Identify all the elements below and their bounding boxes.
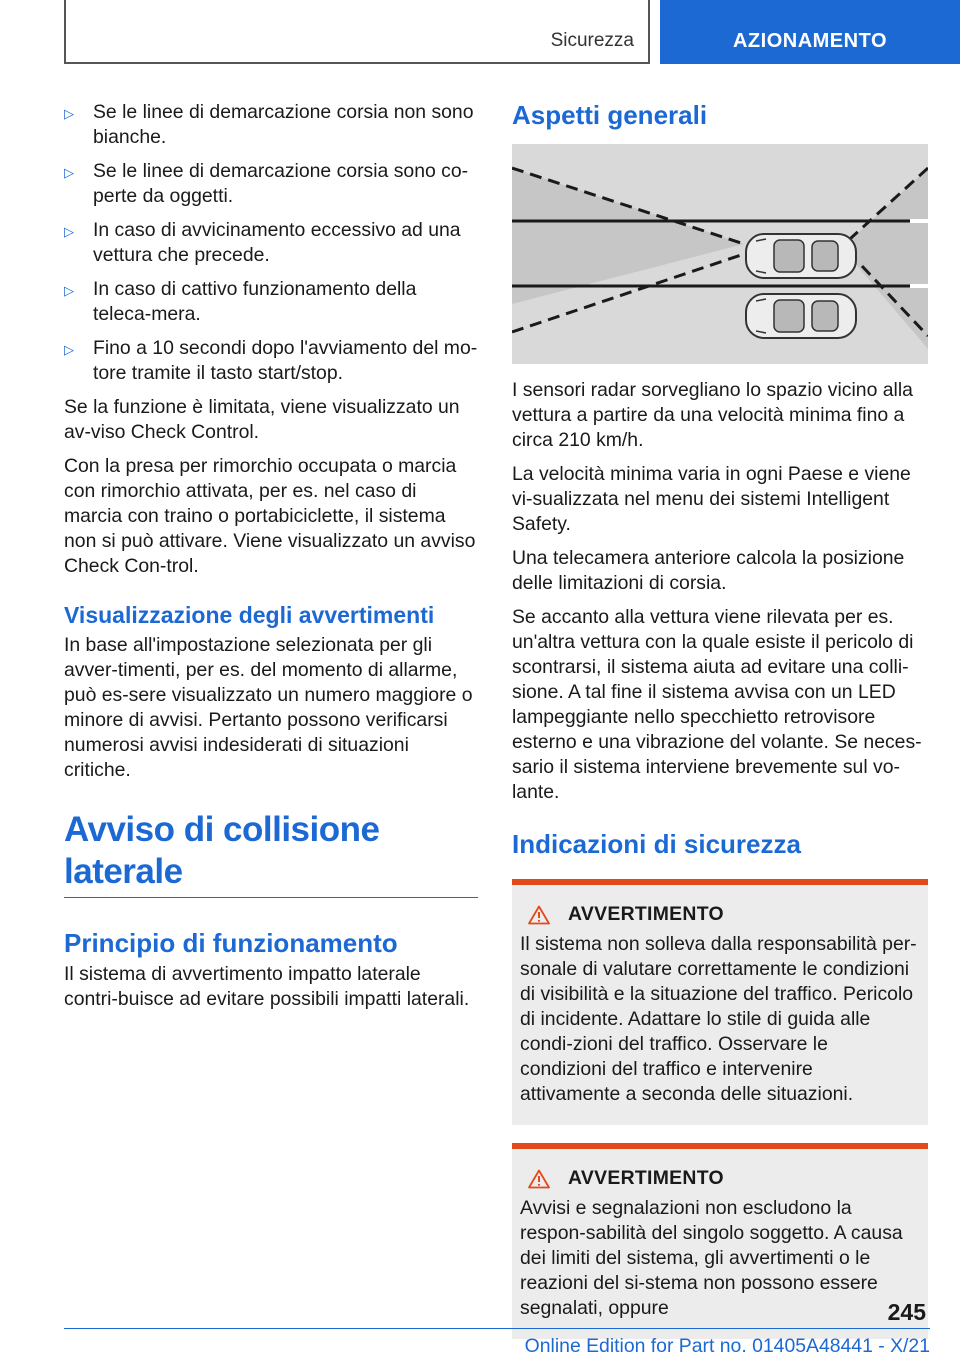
page-header: [0, 0, 960, 66]
body-paragraph: Il sistema di avvertimento impatto laterale contri-buisce ad evitare possibili impatti laterali.: [64, 963, 470, 1010]
header-chapter-title: AZIONAMENTO: [732, 30, 887, 52]
header-section-box: [64, 0, 650, 64]
triangle-bullet-icon: ▷: [64, 106, 74, 121]
footer-edition: Online Edition for Part no. 01405A48441 - X/21: [524, 1335, 930, 1357]
warning-triangle-icon: [528, 905, 550, 925]
triangle-bullet-icon: ▷: [64, 283, 74, 298]
triangle-bullet-icon: ▷: [64, 224, 74, 239]
list-item: ▷ Fino a 10 secondi dopo l'avviamento del mo-tore tramite il tasto start/stop.: [64, 337, 478, 384]
body-paragraph: I sensori radar sorvegliano lo spazio vicino alla vettura a partire da una velocità minima fino a circa 210 km/h.: [512, 379, 913, 451]
subheading-general: Aspetti generali: [512, 100, 708, 130]
list-item: ▷ Se le linee di demarcazione corsia non sono bianche.: [64, 101, 474, 148]
warning-header: [528, 903, 918, 926]
page-number: 245: [887, 1299, 926, 1325]
list-item: ▷ Se le linee di demarcazione corsia sono co-perte da oggetti.: [64, 160, 469, 207]
lane-detection-illustration: [512, 144, 928, 364]
limitation-list: [64, 100, 478, 386]
section-heading-block: [64, 809, 478, 898]
header-section-title: Sicurezza: [550, 30, 634, 51]
body-paragraph: Una telecamera anteriore calcola la posizione delle limitazioni di corsia.: [512, 547, 905, 594]
warning-title: AVVERTIMENTO: [568, 903, 724, 925]
section-heading: Avviso di collisione laterale: [64, 810, 380, 891]
body-paragraph: Se accanto alla vettura viene rilevata per es. un'altra vettura con la quale esiste il pericolo di scontrarsi, il sistema aiuta ad evitare una colli-sione. A tal fine il sistema avvisa con un LED lampeggiante nello specchietto retrovisore esterno e una vibrazione del volante. Se neces-sario il sistema interviene brevemente sul vo-lante.: [512, 606, 922, 803]
warning-text: Il sistema non solleva dalla responsabilità per-sonale di valutare correttamente le condizioni di visibilità e la situazione del traffico. Pericolo di incidente. Adattare lo stile di guida alle condi-zioni del traffico. Osservare le condizioni del traffico e intervenire attivamente a seconda delle situazioni.: [520, 933, 917, 1105]
right-column: [512, 100, 928, 1339]
subheading-warnings-display: Visualizzazione degli avvertimenti: [64, 602, 435, 628]
triangle-bullet-icon: ▷: [64, 342, 74, 357]
list-item: ▷ In caso di avvicinamento eccessivo ad una vettura che precede.: [64, 219, 461, 266]
list-item: ▷ In caso di cattivo funzionamento della teleca-mera.: [64, 278, 417, 325]
body-paragraph: Se la funzione è limitata, viene visualizzato un av-viso Check Control.: [64, 396, 460, 443]
warning-text: Avvisi e segnalazioni non escludono la respon-sabilità del singolo soggetto. A causa dei limiti del sistema, gli avvertimenti o le reazioni del si-stema non possono essere segnalati, oppure: [520, 1197, 903, 1319]
warning-triangle-icon: [528, 1169, 550, 1189]
warning-box: [512, 879, 928, 1125]
body-paragraph: In base all'impostazione selezionata per gli avver-timenti, per es. del momento di allarme, può es-sere visualizzato un numero maggiore o minore di avvisi. Pertanto possono verificarsi numerosi avvisi indesiderati di situazioni critiche.: [64, 634, 473, 781]
left-column: [64, 100, 478, 1021]
body-paragraph: La velocità minima varia in ogni Paese e viene vi-sualizzata nel menu dei sistemi Intelligent Safety.: [512, 463, 911, 535]
header-chapter-tab: [660, 0, 960, 64]
warning-title: AVVERTIMENTO: [568, 1167, 724, 1189]
road-diagram-image: [512, 144, 928, 364]
warning-header: [528, 1167, 918, 1190]
subheading-safety: Indicazioni di sicurezza: [512, 829, 801, 859]
warning-box: [512, 1143, 928, 1339]
footer-rule: [64, 1328, 930, 1329]
subheading-principle: Principio di funzionamento: [64, 928, 398, 958]
body-paragraph: Con la presa per rimorchio occupata o marcia con rimorchio attivata, per es. nel caso di marcia con traino o portabiciclette, il sistema non si può attivare. Viene visualizzato un avviso Check Con-trol.: [64, 455, 476, 577]
triangle-bullet-icon: ▷: [64, 165, 74, 180]
